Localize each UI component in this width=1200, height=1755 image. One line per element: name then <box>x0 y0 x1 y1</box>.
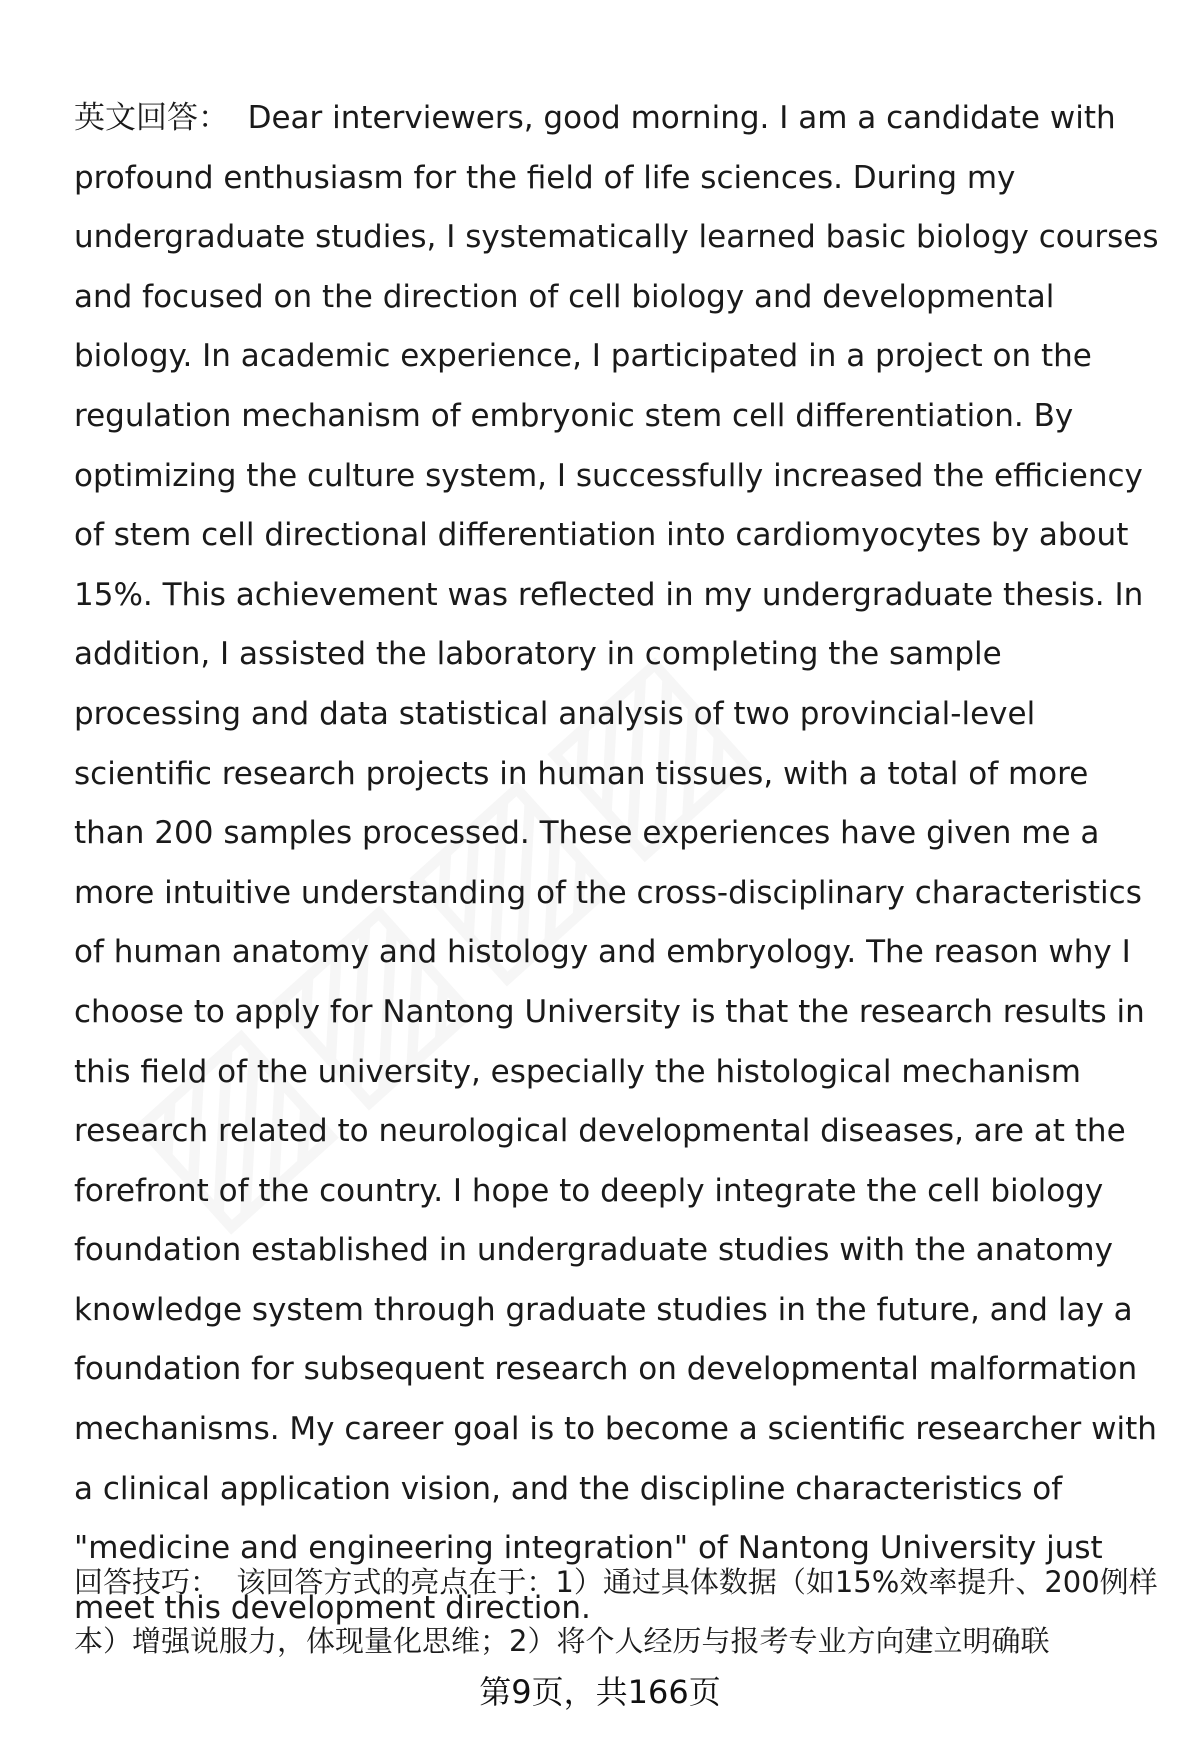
answer-text: Dear interviewers, good morning. I am a candidate with profound enthusiasm for the field of life sciences. During my undergraduate studies, I systematically learned basic biology courses and focused on the direction of cell biology and developmental biology. In academic experience, I participated in a project on the regulation mechanism of embryonic stem cell differentiation. By optimizing the culture system, I successfully increased the efficiency of stem cell directional differentiation into cardiomyocytes by about 15%. This achievement was reflected in my undergraduate thesis. In addition, I assisted the laboratory in completing the sample processing and data statistical analysis of two provincial-level scientific research projects in human tissues, with a total of more than 200 samples processed. These experiences have given me a more intuitive understanding of the cross-disciplinary characteristics of human anatomy and histology and embryology. The reason why I choose to apply for Nantong University is that the research results in this field of the university, especially the histological mechanism research related to neurological developmental diseases, are at the forefront of the country. I hope to deeply integrate the cell biology foundation established in undergraduate studies with the anatomy knowledge system through graduate studies in the future, and lay a foundation for subsequent research on developmental malformation mechanisms. My career goal is to become a scientific researcher with a clinical application vision, and the discipline characteristics of "medicine and engineering integration" of Nantong University just meet this development direction. <box>74 100 1159 1626</box>
tips-label: 回答技巧： <box>74 1565 220 1599</box>
answer-tips-paragraph <box>74 1553 1164 1671</box>
english-answer-paragraph <box>74 89 1164 1638</box>
tips-text: 该回答方式的亮点在于：1）通过具体数据（如15%效率提升、200例样本）增强说服力，体现量化思维；2）将个人经历与报考专业方向建立明确联 <box>74 1565 1158 1658</box>
answer-label: 英文回答： <box>74 100 229 136</box>
page-number-footer: 第9页，共166页 <box>479 1673 721 1711</box>
